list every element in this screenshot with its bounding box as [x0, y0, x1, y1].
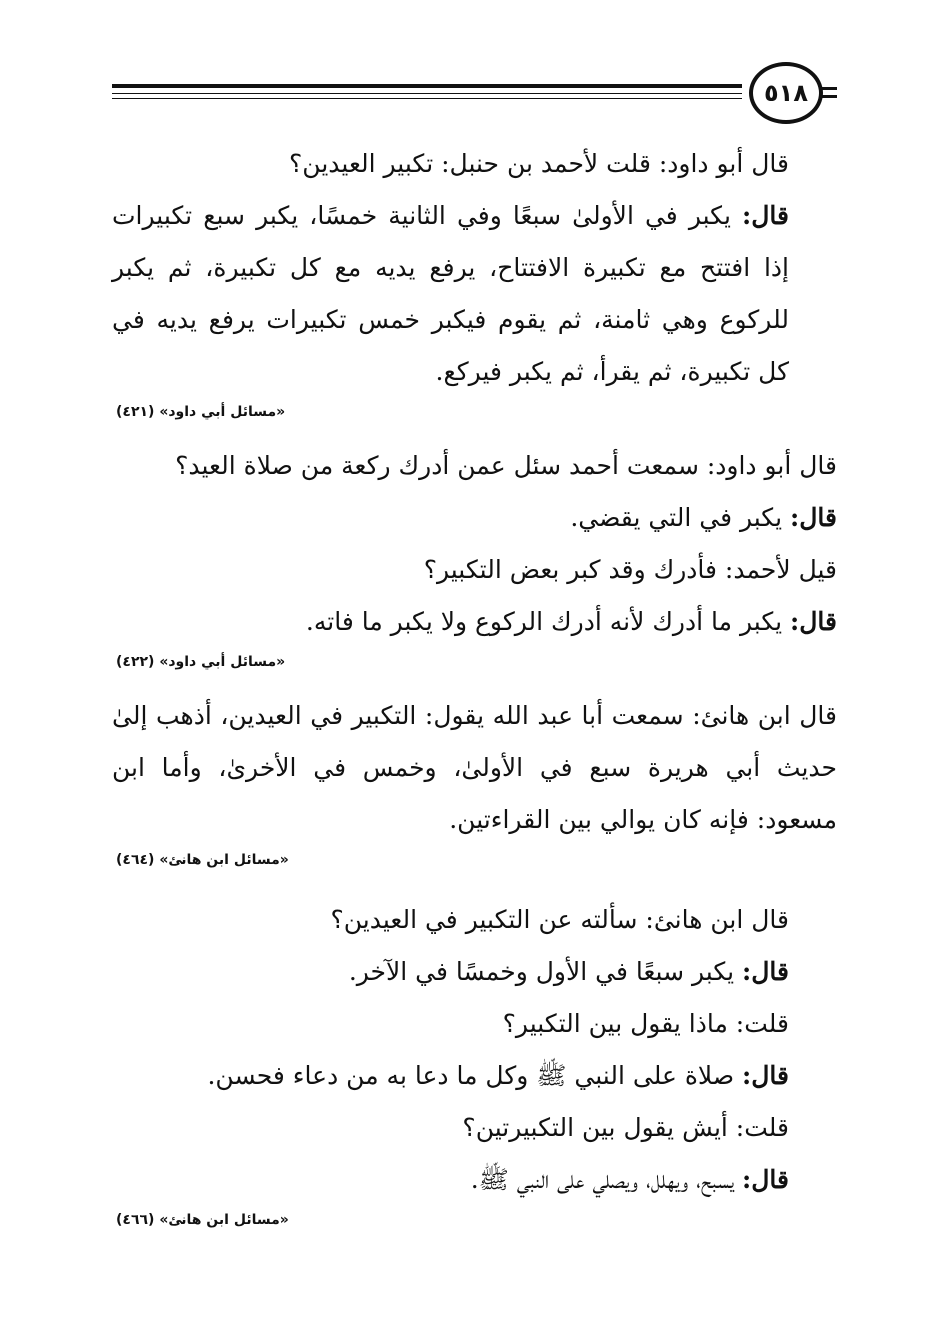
paragraph-keyword: قال: [742, 201, 789, 230]
text-block [112, 690, 837, 870]
paragraph [112, 690, 837, 846]
paragraph [112, 138, 837, 190]
text-block [112, 440, 837, 672]
paragraph-keyword: قال: [790, 607, 837, 636]
paragraph-keyword: قال: [742, 957, 789, 986]
page-content [112, 138, 837, 1248]
paragraph-text: صلاة على النبي ﷺ وكل ما دعا به من دعاء فحسن. [207, 1061, 743, 1090]
page-number: ٥١٨ [749, 62, 823, 124]
paragraph [112, 894, 837, 946]
text-block [112, 138, 837, 422]
paragraph-keyword: قال: [742, 1061, 789, 1090]
paragraph [112, 544, 837, 596]
paragraph [112, 946, 837, 998]
paragraph-text: قيل لأحمد: فأدرك وقد كبر بعض التكبير؟ [423, 555, 837, 584]
paragraph-text: قال ابن هانئ: سمعت أبا عبد الله يقول: التكبير في العيدين، أذهب إلىٰ حديث أبي هريرة سبع في الأولىٰ، وخمس في الأخرىٰ، وأما ابن مسعود: فإنه كان يوالي بين القراءتين. [112, 701, 837, 834]
source-citation: «مسائل أبي داود» (٤٢٢) [116, 654, 286, 670]
paragraph-text: قال أبو داود: قلت لأحمد بن حنبل: تكبير العيدين؟ [289, 149, 789, 178]
header-rule [112, 98, 742, 99]
paragraph-keyword: قال: [790, 503, 837, 532]
paragraph [112, 440, 837, 492]
paragraph-text: يكبر سبعًا في الأول وخمسًا في الآخر. [348, 957, 743, 986]
source-citation: «مسائل ابن هانئ» (٤٦٦) [116, 1212, 289, 1228]
paragraph-text: قال ابن هانئ: سألته عن التكبير في العيدين؟ [330, 905, 789, 934]
paragraph-text: يكبر في التي يقضي. [570, 503, 791, 532]
paragraph [112, 1102, 837, 1154]
paragraph-text: يكبر في الأولىٰ سبعًا وفي الثانية خمسًا، يكبر سبع تكبيرات إذا افتتح مع تكبيرة الافتتاح، يرفع يديه مع كل تكبيرة، ثم يكبر للركوع وهي ثامنة، ثم يقوم فيكبر خمس تكبيرات يرفع يديه في كل تكبيرة، ثم يقرأ، ثم يكبر فيركع. [112, 201, 789, 386]
source-citation: «مسائل أبي داود» (٤٢١) [116, 404, 286, 420]
paragraph-text: يكبر ما أدرك لأنه أدرك الركوع ولا يكبر ما فاته. [305, 607, 791, 636]
paragraph-text: قلت: ماذا يقول بين التكبير؟ [502, 1009, 789, 1038]
paragraph [112, 998, 837, 1050]
source-citation: «مسائل ابن هانئ» (٤٦٤) [116, 852, 289, 868]
paragraph [112, 1050, 837, 1102]
header-rule [112, 93, 742, 94]
page-header [112, 62, 837, 122]
paragraph [112, 596, 837, 648]
text-block [112, 888, 837, 1230]
paragraph-text: قال أبو داود: سمعت أحمد سئل عمن أدرك ركعة من صلاة العيد؟ [175, 451, 837, 480]
paragraph-keyword: قال: [742, 1165, 789, 1194]
paragraph-text: قلت: أيش يقول بين التكبيرتين؟ [462, 1113, 789, 1142]
paragraph-text: يسبح، ويهلل، ويصلي على النبي ﷺ. [470, 1165, 743, 1194]
header-rule [112, 84, 742, 88]
paragraph [112, 1154, 837, 1206]
paragraph [112, 190, 837, 398]
paragraph [112, 492, 837, 544]
